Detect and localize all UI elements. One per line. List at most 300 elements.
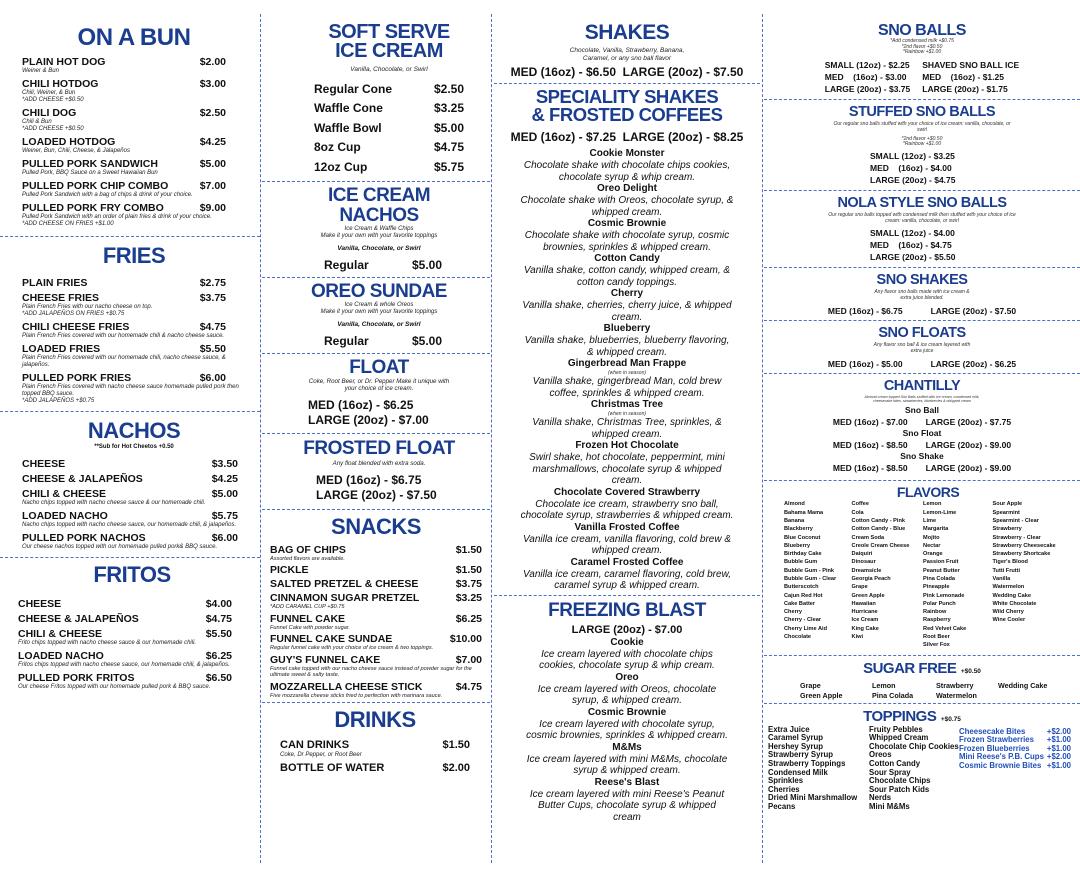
item-name: BAG OF CHIPS xyxy=(270,543,346,556)
section-divider xyxy=(764,655,1080,656)
item-row xyxy=(18,613,246,625)
menu-item xyxy=(270,592,482,611)
item-price: $5.00 xyxy=(199,158,226,170)
item-price: $3.25 xyxy=(433,101,464,115)
topping-name: Frozen Strawberries xyxy=(959,735,1034,745)
item-name: CHILI & CHEESE xyxy=(22,488,107,500)
sno-addon-note: *2nd flavor +$0.50 xyxy=(901,43,943,50)
topping-item: Strawberry Syrup xyxy=(768,750,833,760)
size-price: LARGE (20oz) - $1.75 xyxy=(922,83,1008,94)
column-divider xyxy=(762,14,763,863)
item-name: CHILI & CHEESE xyxy=(18,628,103,640)
item-name: PULLED PORK FRIES xyxy=(22,372,132,384)
item-name: LOADED NACHO xyxy=(22,510,108,522)
flavor-item: Cream Soda xyxy=(851,534,885,541)
menu-item xyxy=(270,544,482,563)
flavor-item: Banana xyxy=(784,517,805,524)
med-price: MED (16oz) - $7.00 xyxy=(832,417,908,428)
menu-item xyxy=(270,564,482,576)
large-price: LARGE (20oz) - $7.50 xyxy=(930,305,1017,316)
item-name: Regular Cone xyxy=(314,81,393,96)
item-price: $5.50 xyxy=(199,343,226,355)
section-divider xyxy=(262,277,490,278)
item-price: $3.75 xyxy=(455,578,482,590)
flavor-item: Blackberry xyxy=(784,526,813,533)
item-price: $5.75 xyxy=(211,510,238,522)
item-description: Pulled Pork Sandwich with a bag of chips & drink of your choice. xyxy=(22,192,193,198)
item-addon: *ADD JALAPEÑOS ON FRIES +$0.75 xyxy=(22,311,125,317)
flavor-item: Cherry Lime Aid xyxy=(784,625,827,632)
menu-item xyxy=(18,613,246,625)
topping-item: Cherries xyxy=(768,784,800,794)
oreo-sundae-title: OREO SUNDAE xyxy=(311,281,447,302)
sno-balls-sizes xyxy=(825,59,911,95)
fritos-list xyxy=(18,598,246,691)
item-price: $2.00 xyxy=(442,762,470,774)
flavor-item: Grape xyxy=(851,584,868,591)
item-price: $3.50 xyxy=(211,458,238,470)
item-row xyxy=(22,343,246,355)
item-description: Chili & Bun xyxy=(22,119,52,125)
item-row xyxy=(22,56,246,68)
item-name: CHILI CHEESE FRIES xyxy=(22,321,130,333)
large-price: LARGE (20oz) - $7.75 xyxy=(925,417,1012,428)
flavor-item: Wine Cooler xyxy=(992,617,1026,624)
flavor-item: Wild Cherry xyxy=(992,609,1024,616)
item-price: $2.50 xyxy=(433,81,464,96)
column-divider xyxy=(260,14,261,863)
snacks-list xyxy=(270,544,482,700)
soft-serve-title-line2: ICE CREAM xyxy=(335,40,443,62)
item-description: Assorted flavors are available. xyxy=(270,555,345,562)
item-description: Nacho chips topped with nacho cheese sauce, our homemade chili, & jalapeños. xyxy=(22,522,237,528)
item-price: $1.50 xyxy=(455,543,482,556)
section-divider xyxy=(764,480,1080,481)
flavor-item: Chocolate xyxy=(784,634,812,641)
item-description: Pulled Pork Sandwich with an order of plain fries & drink of your choice. xyxy=(22,214,212,220)
shake-description: Chocolate shake with chocolate syrup, cosmic brownies, sprinkles & whipped cream. xyxy=(524,230,730,253)
size-price: SMALL (12oz) - $4.00 xyxy=(870,227,955,238)
item-row xyxy=(270,633,482,645)
menu-item xyxy=(280,739,470,759)
flavor-item: Blue Coconut xyxy=(784,534,821,541)
flavor-item: Raspberry xyxy=(923,617,951,624)
item-description: Our cheese Fritos topped with our homemade pulled pork & BBQ sauce. xyxy=(18,684,211,690)
item-row xyxy=(22,136,246,148)
blast-name: Reese's Blast xyxy=(594,776,660,788)
sno-addon-note: *Add condensed milk +$0.75 xyxy=(890,38,954,44)
fritos-title: FRITOS xyxy=(93,562,171,587)
flavor-item: Kiwi xyxy=(851,634,864,641)
topping-price: +$2.00 xyxy=(1046,752,1071,762)
on-a-bun-list xyxy=(22,56,246,228)
flavor-item: Hawaiian xyxy=(851,600,876,607)
item-price: $2.75 xyxy=(199,277,226,289)
frosted-float-title: FROSTED FLOAT xyxy=(303,438,455,459)
chantilly-title: CHANTILLY xyxy=(883,377,961,394)
flavor-item: Rainbow xyxy=(923,609,947,616)
toppings-title: TOPPINGS xyxy=(863,707,937,725)
float-desc: Coke, Root Beer, or Dr. Pepper Make it unique with your choice of ice cream. xyxy=(308,378,450,392)
item-price: $4.25 xyxy=(211,473,238,485)
flavor-item: Strawberry - Clear xyxy=(992,534,1041,541)
item-row xyxy=(22,488,246,500)
ice-cream-nachos-title: ICE CREAM NACHOS xyxy=(327,185,431,226)
item-name: 12oz Cup xyxy=(314,159,368,174)
flavor-item: Georgia Peach xyxy=(851,575,891,582)
ice-cream-nachos-desc: Ice Cream & Waffle Chips xyxy=(344,226,414,232)
snacks-title: SNACKS xyxy=(331,513,421,539)
item-row xyxy=(270,654,482,666)
item-name: CINNAMON SUGAR PRETZEL xyxy=(270,592,420,604)
item-row xyxy=(22,372,246,384)
chantilly-list xyxy=(772,405,1072,474)
item-description: Five mozzarella cheese sticks fried to perfection with marinara sauce. xyxy=(270,692,443,699)
item-price: $6.50 xyxy=(205,672,232,684)
item-price: $1.50 xyxy=(442,739,470,751)
item-description: Plain French Fries with our nacho cheese on top. xyxy=(22,304,153,310)
blast-name: Cookie xyxy=(610,636,644,648)
section-divider xyxy=(764,99,1080,100)
size-price: LARGE (20oz) - $5.50 xyxy=(870,251,956,262)
item-name: CAN DRINKS xyxy=(280,739,350,751)
flavors-grid xyxy=(784,500,1072,649)
sugar-free-item: Strawberry xyxy=(936,680,974,690)
toppings-heading xyxy=(768,708,1076,726)
item-name: PULLED PORK SANDWICH xyxy=(22,158,158,170)
chantilly-item-name: Sno Shake xyxy=(900,451,944,462)
soft-serve-flavors: Vanilla, Chocolate, or Swirl xyxy=(350,66,428,73)
shake-name: Cookie Monster xyxy=(589,148,665,159)
sugar-free-item: Grape xyxy=(800,680,821,690)
flavor-item: Nectar xyxy=(923,542,941,549)
item-name: CHEESE xyxy=(22,458,66,470)
topping-item: Cotton Candy xyxy=(869,759,921,769)
item-price: $4.75 xyxy=(433,140,464,154)
flavor-item: Margarita xyxy=(923,526,949,533)
menu-item xyxy=(22,510,246,529)
menu-item xyxy=(270,681,482,700)
ice-cream-nachos-flavors: Vanilla, Chocolate, or Swirl xyxy=(337,245,421,252)
nachos-title: NACHOS xyxy=(87,418,181,443)
flavor-item: Bubble Gum xyxy=(784,559,818,566)
flavor-item: Almond xyxy=(784,501,805,508)
chantilly-prices xyxy=(772,462,1072,474)
item-name: CHILI HOTDOG xyxy=(22,78,99,90)
menu-item xyxy=(22,458,246,470)
drinks-title: DRINKS xyxy=(334,707,416,732)
flavor-item: Mojito xyxy=(923,534,940,541)
section-divider xyxy=(262,181,490,182)
flavor-item: White Chocolate xyxy=(992,600,1037,607)
item-price: $2.00 xyxy=(199,56,226,68)
shaved-ice-title: SHAVED SNO BALL ICE xyxy=(922,59,1020,70)
freezing-blast-list xyxy=(508,637,746,824)
item-price: $4.75 xyxy=(199,321,226,333)
shake-description: Vanilla shake, gingerbread Man, cold brew coffee, sprinkles & whipped cream. xyxy=(532,376,722,399)
float-large: LARGE (20oz) - $7.00 xyxy=(308,413,429,427)
menu-item xyxy=(270,654,482,679)
flavor-item: Cherry xyxy=(784,609,803,616)
fries-title: FRIES xyxy=(102,243,166,268)
item-name: GUY'S FUNNEL CAKE xyxy=(270,653,381,666)
shake-name: Cotton Candy xyxy=(594,253,660,264)
item-description: Plain French Fries covered with nacho cheese sauce homemade pulled pork then topped BBQ sauce. xyxy=(22,384,239,397)
topping-item: Hershey Syrup xyxy=(768,741,824,751)
flavor-item: Cajun Red Hot xyxy=(784,592,823,599)
topping-item: Dried Mini Marshmallow xyxy=(768,793,858,803)
flavor-item: Creole Cream Cheese xyxy=(851,542,910,549)
item-name: Waffle Cone xyxy=(314,101,383,115)
sugar-free-item: Green Apple xyxy=(800,690,843,700)
blast-description: Ice cream layered with mini M&Ms, chocolate syrup & whipped cream. xyxy=(526,753,728,776)
nola-sno-balls-title: NOLA STYLE SNO BALLS xyxy=(837,194,1007,211)
oreo-sundae-price-row xyxy=(288,334,470,348)
item-description: Pulled Pork, BBQ Sauce on a Sweet Hawaiian Bun xyxy=(22,170,158,176)
item-row xyxy=(18,628,246,640)
topping-price: +$1.00 xyxy=(1046,735,1071,745)
menu-item xyxy=(22,488,246,507)
item-price: $5.00 xyxy=(433,120,464,135)
flavor-item: Pineapple xyxy=(923,584,950,591)
sno-balls-prices xyxy=(772,59,1072,95)
large-price: LARGE (20oz) - $9.00 xyxy=(925,463,1012,474)
item-description: Chili, Weiner, & Bun xyxy=(22,90,76,96)
shake-description: Vanilla ice cream, caramel flavoring, cold brew, caramel syrup & whipped cream. xyxy=(522,568,732,591)
med-price: MED (16oz) - $8.50 xyxy=(832,463,908,474)
frosted-float-large: LARGE (20oz) - $7.50 xyxy=(316,487,437,502)
item-price: $1.50 xyxy=(455,564,482,576)
shakes-prices: MED (16oz) - $6.50 LARGE (20oz) - $7.50 xyxy=(510,65,744,79)
menu-item xyxy=(22,78,246,104)
section-divider xyxy=(764,373,1080,374)
item-description: Plain French Fries covered with our homemade chili, nacho cheese sauce, & jalapeños. xyxy=(22,355,226,368)
size-price: SMALL (12oz) - $3.25 xyxy=(870,150,955,161)
section-divider xyxy=(262,702,490,703)
topping-item: Caramel Syrup xyxy=(768,733,824,743)
item-addon: *ADD CHEESE +$0.50 xyxy=(22,126,84,132)
sno-floats-desc: Any flavor sno ball & ice cream layered with extra juice xyxy=(873,341,971,354)
blast-description: Ice cream layered with chocolate syrup, cosmic brownies, sprinkles & whipped cream. xyxy=(526,718,728,741)
item-price: $5.75 xyxy=(433,159,464,174)
item-description: Coke, Dr Pepper, or Root Beer xyxy=(280,752,362,758)
item-price: $4.75 xyxy=(205,613,232,625)
flavor-item: Peanut Butter xyxy=(923,567,960,574)
shake-season-note: (when in season) xyxy=(607,411,647,417)
toppings-price: +$0.75 xyxy=(940,715,961,723)
flavor-item: Red Velvet Cake xyxy=(923,625,967,632)
flavor-item: Strawberry Shortcake xyxy=(992,551,1051,558)
flavor-item: Spearmint xyxy=(992,509,1020,516)
section-divider xyxy=(764,320,1080,321)
shake-description: Swirl shake, hot chocolate, peppermint, mini marshmallows, chocolate syrup & whipped cream. xyxy=(529,452,725,486)
med-price: MED (16oz) - $6.75 xyxy=(827,305,903,316)
drinks-list xyxy=(280,739,470,775)
specialty-prices: MED (16oz) - $7.25 LARGE (20oz) - $8.25 xyxy=(510,130,744,144)
flavor-item: Watermelon xyxy=(992,584,1025,591)
item-row xyxy=(22,473,246,485)
topping-item: Oreos xyxy=(869,750,892,760)
size-price: MED (16oz) - $3.00 xyxy=(824,71,907,82)
item-name: CHEESE & JALAPEÑOS xyxy=(18,613,139,625)
item-name: PULLED PORK FRY COMBO xyxy=(22,202,164,214)
sno-addon-note: *Rainbow +$1.00 xyxy=(902,49,942,55)
flavor-item: Passion Fruit xyxy=(923,559,959,566)
sugar-free-title: SUGAR FREE xyxy=(863,659,957,677)
flavor-item: Lemon-Lime xyxy=(923,509,957,516)
sugar-free-item: Watermelon xyxy=(936,690,977,700)
flavor-item: Daiquiri xyxy=(851,551,873,558)
menu-item xyxy=(22,56,246,75)
item-description: Frito chips topped with nacho cheese sauce & our homemade chili. xyxy=(18,640,197,646)
item-description: Regular funnel cake with your choice of ice cream & two toppings. xyxy=(270,645,434,651)
ice-cream-nachos-desc2: Make it your own with your favorite toppings xyxy=(320,232,438,239)
topping-item: Sour Spray xyxy=(869,767,911,777)
flavor-item: Wedding Cake xyxy=(992,592,1031,599)
flavor-item: Tiger's Blood xyxy=(992,559,1028,566)
column-divider xyxy=(491,14,492,863)
menu-item xyxy=(22,292,246,318)
item-description: Plain French Fries covered with our homemade chili & nacho cheese sauce. xyxy=(22,333,225,339)
nachos-list xyxy=(22,458,246,551)
menu-item xyxy=(22,473,246,485)
item-name: Waffle Bowl xyxy=(314,120,382,135)
chantilly-prices xyxy=(772,439,1072,451)
item-row xyxy=(22,158,246,170)
blast-description: Ice cream layered with mini Reese's Peanut Butter Cups, chocolate syrup & whipped cream xyxy=(529,788,725,823)
flavor-item: Spearmint - Clear xyxy=(992,517,1039,524)
flavor-item: Vanilla xyxy=(992,575,1011,582)
menu-item xyxy=(270,633,482,652)
nola-sizes xyxy=(772,227,1072,263)
flavor-item: Silver Fox xyxy=(923,642,950,649)
menu-item xyxy=(22,136,246,155)
item-description: Funnel cake topped with our nacho cheese sauce instead of powder sugar for the ultimate sweet & salty taste. xyxy=(270,665,472,678)
freezing-blast-title: FREEZING BLAST xyxy=(548,599,706,621)
item-name: Regular xyxy=(324,258,369,272)
flavor-item: Root Beer xyxy=(923,634,950,641)
flavor-item: Pink Lemonade xyxy=(923,592,965,599)
stuffed-addon-note: *Rainbow +$1.00 xyxy=(902,141,942,147)
flavor-item: Bubble Gum - Pink xyxy=(784,567,835,574)
blast-description: Ice cream layered with Oreos, chocolate syrup, & whipped cream. xyxy=(537,683,717,706)
item-name: BOTTLE OF WATER xyxy=(280,762,385,774)
menu-item xyxy=(18,672,246,691)
blast-description: Ice cream layered with chocolate chips cookies, chocolate syrup & whip cream. xyxy=(539,648,715,671)
sno-floats-title: SNO FLOATS xyxy=(878,324,966,341)
item-addon: *ADD CHEESE +$0.50 xyxy=(22,97,84,103)
shake-name: Chocolate Covered Strawberry xyxy=(553,486,701,498)
sno-shakes-desc: Any flavor sno balls made with ice cream & extra juice blended. xyxy=(874,288,970,301)
column-3 xyxy=(494,0,760,869)
fries-list xyxy=(22,277,246,405)
item-description: *ADD CARAMEL CUP +$0.75 xyxy=(270,604,345,610)
shaved-ice-sizes xyxy=(922,59,1019,95)
topping-name: Cheesecake Bites xyxy=(959,726,1026,736)
shake-name: Oreo Delight xyxy=(596,183,657,194)
size-price: SMALL (12oz) - $2.25 xyxy=(824,59,910,70)
float-title: FLOAT xyxy=(349,357,409,378)
item-row xyxy=(22,532,246,544)
item-name: LOADED HOTDOG xyxy=(22,136,116,148)
sugar-free-item: Pina Colada xyxy=(872,690,914,700)
soft-serve-item xyxy=(314,138,464,158)
chantilly-item-name: Sno Ball xyxy=(904,405,939,416)
menu-item xyxy=(22,372,246,405)
topping-name: Mini Reese's P.B. Cups xyxy=(959,752,1044,762)
size-price: LARGE (20oz) - $3.75 xyxy=(824,83,911,94)
soft-serve-item xyxy=(314,158,464,178)
specialty-title-line2: & FROSTED COFFEES xyxy=(531,104,723,125)
blast-name: M&Ms xyxy=(612,741,642,753)
section-divider xyxy=(494,83,760,84)
menu-item xyxy=(22,158,246,177)
menu-item xyxy=(22,532,246,551)
specialty-title-line1: SPECIALITY SHAKES xyxy=(535,86,719,107)
flavor-item: Bubble Gum - Clear xyxy=(784,575,837,582)
topping-price: +$1.00 xyxy=(1046,761,1071,771)
item-row xyxy=(22,78,246,90)
menu-item xyxy=(18,598,246,610)
menu-item xyxy=(22,107,246,133)
topping-item: Mini M&Ms xyxy=(869,802,910,811)
item-name: 8oz Cup xyxy=(314,140,361,154)
item-description: Nacho chips topped with nacho cheese sauce & our homemade chili. xyxy=(22,500,206,506)
shake-description: Chocolate shake with chocolate chips cookies, chocolate syrup & whip cream. xyxy=(523,160,731,183)
item-description: Weiner & Bun xyxy=(22,68,59,74)
item-addon: *ADD JALAPEÑOS +$0.75 xyxy=(22,398,95,404)
item-row xyxy=(270,592,482,604)
menu-item xyxy=(18,628,246,647)
item-name: LOADED FRIES xyxy=(22,343,101,355)
blast-name: Cosmic Brownie xyxy=(587,706,667,718)
sno-balls-notes xyxy=(772,39,1072,56)
flavor-item: Pina Colada xyxy=(923,575,956,582)
stuffed-desc: Our regular sno balls stuffed with your choice of ice cream: vanilla, chocolate, or swirl xyxy=(833,120,1011,133)
large-price: LARGE (20oz) - $6.25 xyxy=(930,358,1017,369)
section-divider xyxy=(494,595,760,596)
menu-item xyxy=(270,578,482,590)
oreo-sundae-desc2: Make it your own with your favorite toppings xyxy=(320,308,438,315)
stuffed-sizes xyxy=(772,150,1072,186)
nachos-note: **Sub for Hot Cheetos +0.50 xyxy=(94,444,174,450)
menu-item xyxy=(270,613,482,632)
sno-floats-prices xyxy=(772,359,1072,369)
topping-item: Extra Juice xyxy=(768,724,810,734)
flavor-item: Butterscotch xyxy=(784,584,819,591)
shake-name: Gingerbread Man Frappe xyxy=(567,358,687,369)
item-name: SALTED PRETZEL & CHEESE xyxy=(270,578,419,590)
topping-item: Pecans xyxy=(768,802,796,811)
shake-description: Chocolate shake with Oreos, chocolate syrup, & whipped cream. xyxy=(520,195,734,218)
size-price: MED (16oz) - $1.25 xyxy=(922,71,1004,82)
flavor-item: Green Apple xyxy=(851,592,885,599)
sugar-free-list xyxy=(772,681,1072,701)
item-price: $2.50 xyxy=(199,107,226,119)
flavor-item: Dinosaur xyxy=(851,559,876,566)
menu-item xyxy=(280,762,470,775)
flavor-item: Orange xyxy=(923,551,943,558)
item-row xyxy=(22,180,246,192)
chantilly-item-name: Sno Float xyxy=(902,428,942,439)
topping-item: Chocolate Chips xyxy=(869,776,931,786)
item-row xyxy=(270,544,482,556)
item-row xyxy=(270,564,482,576)
frosted-float-desc: Any float blended with extra soda. xyxy=(332,460,426,467)
item-name: CHILI DOG xyxy=(22,107,77,119)
topping-price: +$1.00 xyxy=(1046,743,1071,753)
item-name: CHEESE xyxy=(18,598,62,610)
